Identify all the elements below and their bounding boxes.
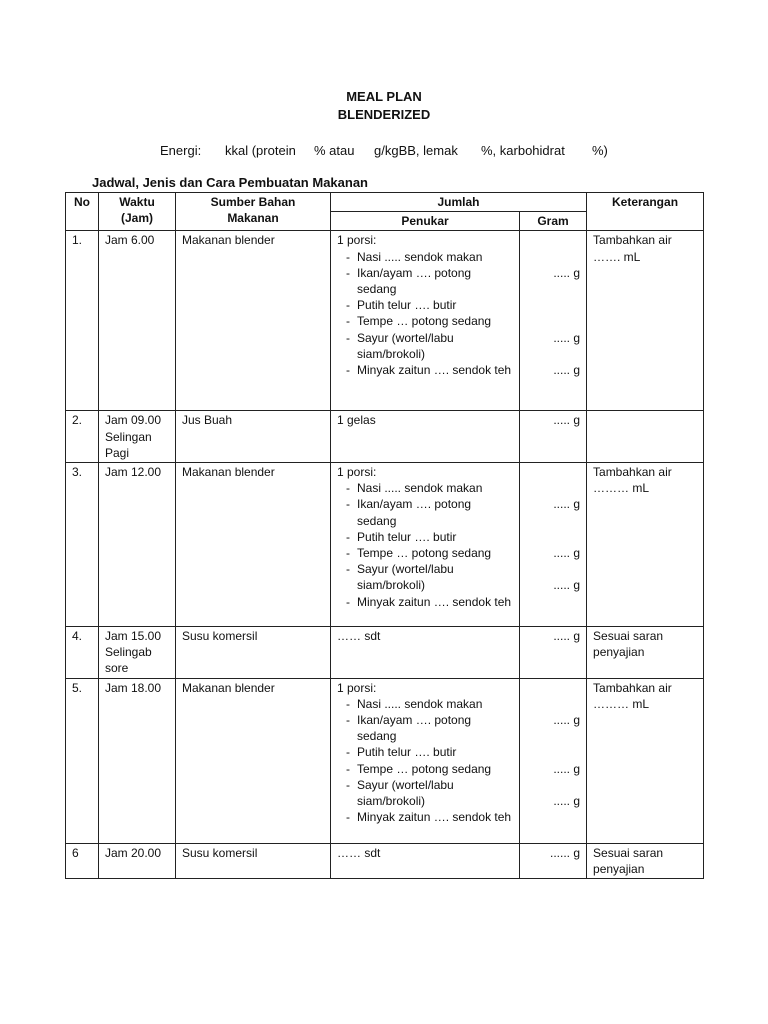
section-title: Jadwal, Jenis dan Cara Pembuatan Makanan (92, 175, 368, 190)
row-waktu: Jam 12.00 (99, 463, 176, 627)
list-item: - Putih telur …. butir (337, 297, 513, 313)
header-waktu-label: Waktu (119, 195, 155, 209)
list-item: - Tempe … potong sedang (337, 313, 513, 329)
keterangan-line-1: Tambahkan air (593, 233, 672, 248)
energy-protein-pct: % atau (314, 143, 355, 158)
list-item: - Sayur (wortel/labu siam/brokoli) (337, 561, 513, 593)
document-subtitle: BLENDERIZED (337, 107, 431, 122)
list-item: - Ikan/ayam …. potong sedang (337, 265, 513, 297)
row-waktu: Jam 20.00 (99, 843, 176, 878)
gram-tempe: ..... g (553, 761, 581, 776)
gram-ikan: ..... g (553, 497, 581, 512)
row-no: 2. (66, 411, 99, 463)
row-penukar (331, 463, 520, 627)
row-gram: ..... g (520, 627, 587, 679)
list-item: - Ikan/ayam …. potong sedang (337, 496, 513, 528)
row-penukar (331, 678, 520, 843)
row-gram: ..... g (520, 411, 587, 463)
row-no: 1. (66, 231, 99, 411)
list-item: - Nasi ..... sendok makan (337, 249, 513, 265)
header-penukar: Penukar (331, 212, 520, 231)
keterangan-line-1: Tambahkan air (593, 680, 672, 695)
keterangan-line-2: penyajian (593, 861, 645, 876)
gram-sayur: ..... g (553, 578, 581, 593)
row-keterangan (587, 463, 704, 627)
row-gram (520, 231, 587, 411)
gram-sayur: ..... g (553, 793, 581, 808)
energy-kkal: kkal (protein (225, 143, 296, 158)
row-penukar: …… sdt (331, 843, 520, 878)
list-item: - Minyak zaitun …. sendok teh (337, 362, 513, 378)
row-sumber: Makanan blender (176, 678, 331, 843)
row-keterangan (587, 231, 704, 411)
row-waktu (99, 627, 176, 679)
gram-ikan: ..... g (553, 265, 581, 280)
table-row (66, 843, 704, 878)
row-gram (520, 463, 587, 627)
row-keterangan (587, 411, 704, 463)
header-no: No (66, 193, 99, 231)
list-item: - Putih telur …. butir (337, 529, 513, 545)
row-keterangan (587, 627, 704, 679)
keterangan-line-2: ……… mL (593, 481, 650, 496)
waktu-line-2: Selingan (105, 429, 152, 444)
row-keterangan (587, 843, 704, 878)
header-sumber (176, 193, 331, 231)
header-sumber-label: Sumber Bahan (210, 195, 296, 209)
row-penukar: …… sdt (331, 627, 520, 679)
food-item-list (337, 696, 513, 826)
energy-label: Energi: (160, 143, 202, 158)
list-item: - Sayur (wortel/labu siam/brokoli) (337, 330, 513, 362)
table-row (66, 231, 704, 411)
row-waktu: Jam 6.00 (99, 231, 176, 411)
waktu-line-1: Jam 15.00 (105, 629, 162, 644)
list-item: - Nasi ..... sendok makan (337, 696, 513, 712)
list-item: - Sayur (wortel/labu siam/brokoli) (337, 777, 513, 809)
list-item: - Putih telur …. butir (337, 744, 513, 760)
porsi-label: 1 porsi: (337, 233, 377, 248)
gram-sayur: ..... g (553, 362, 581, 377)
keterangan-line-2: penyajian (593, 645, 645, 660)
row-waktu (99, 411, 176, 463)
row-sumber: Jus Buah (176, 411, 331, 463)
table-row (66, 463, 704, 627)
list-item: - Nasi ..... sendok makan (337, 480, 513, 496)
keterangan-line-2: ……. mL (593, 249, 641, 264)
header-jumlah: Jumlah (331, 193, 587, 212)
row-sumber: Makanan blender (176, 463, 331, 627)
energy-karbo-pct: %) (592, 143, 608, 158)
keterangan-line-1: Sesuai saran (593, 845, 664, 860)
row-waktu: Jam 18.00 (99, 678, 176, 843)
table-header-row (66, 193, 704, 212)
keterangan-line-2: ……… mL (593, 696, 650, 711)
list-item: - Minyak zaitun …. sendok teh (337, 594, 513, 610)
porsi-label: 1 porsi: (337, 465, 377, 480)
gram-ikan: ..... g (553, 713, 581, 727)
waktu-line-2: Selingab (105, 645, 152, 660)
row-gram (520, 678, 587, 843)
list-item: - Minyak zaitun …. sendok teh (337, 809, 513, 825)
row-no: 4. (66, 627, 99, 679)
waktu-line-3: sore (105, 661, 129, 676)
header-gram: Gram (520, 212, 587, 231)
row-sumber: Susu komersil (176, 843, 331, 878)
header-sumber-sub: Makanan (227, 211, 279, 226)
gram-tempe: ..... g (553, 330, 581, 345)
list-item: - Ikan/ayam …. potong sedang (337, 712, 513, 744)
table-row (66, 411, 704, 463)
row-no: 3. (66, 463, 99, 627)
header-waktu-sub: (Jam) (120, 211, 153, 226)
keterangan-line-1: Tambahkan air (593, 465, 672, 480)
energy-gkgbb: g/kgBB, lemak (374, 143, 458, 158)
row-keterangan (587, 678, 704, 843)
document-title: MEAL PLAN (346, 89, 422, 104)
list-item: - Tempe … potong sedang (337, 761, 513, 777)
porsi-label: 1 porsi: (337, 680, 377, 695)
list-item: - Tempe … potong sedang (337, 545, 513, 561)
row-sumber: Makanan blender (176, 231, 331, 411)
row-gram: ...... g (520, 843, 587, 878)
header-keterangan: Keterangan (587, 193, 704, 231)
table-row (66, 627, 704, 679)
food-item-list (337, 249, 513, 379)
row-penukar (331, 231, 520, 411)
waktu-line-3: Pagi (105, 445, 130, 460)
food-item-list (337, 480, 513, 610)
energy-lemak-pct: %, karbohidrat (481, 143, 565, 158)
row-no: 6 (66, 843, 99, 878)
row-no: 5. (66, 678, 99, 843)
row-penukar: 1 gelas (331, 411, 520, 463)
table-row (66, 678, 704, 843)
waktu-line-1: Jam 09.00 (105, 413, 162, 428)
row-sumber: Susu komersil (176, 627, 331, 679)
header-waktu (99, 193, 176, 231)
meal-plan-table (65, 192, 704, 879)
gram-tempe: ..... g (553, 545, 581, 560)
keterangan-line-1: Sesuai saran (593, 629, 664, 644)
